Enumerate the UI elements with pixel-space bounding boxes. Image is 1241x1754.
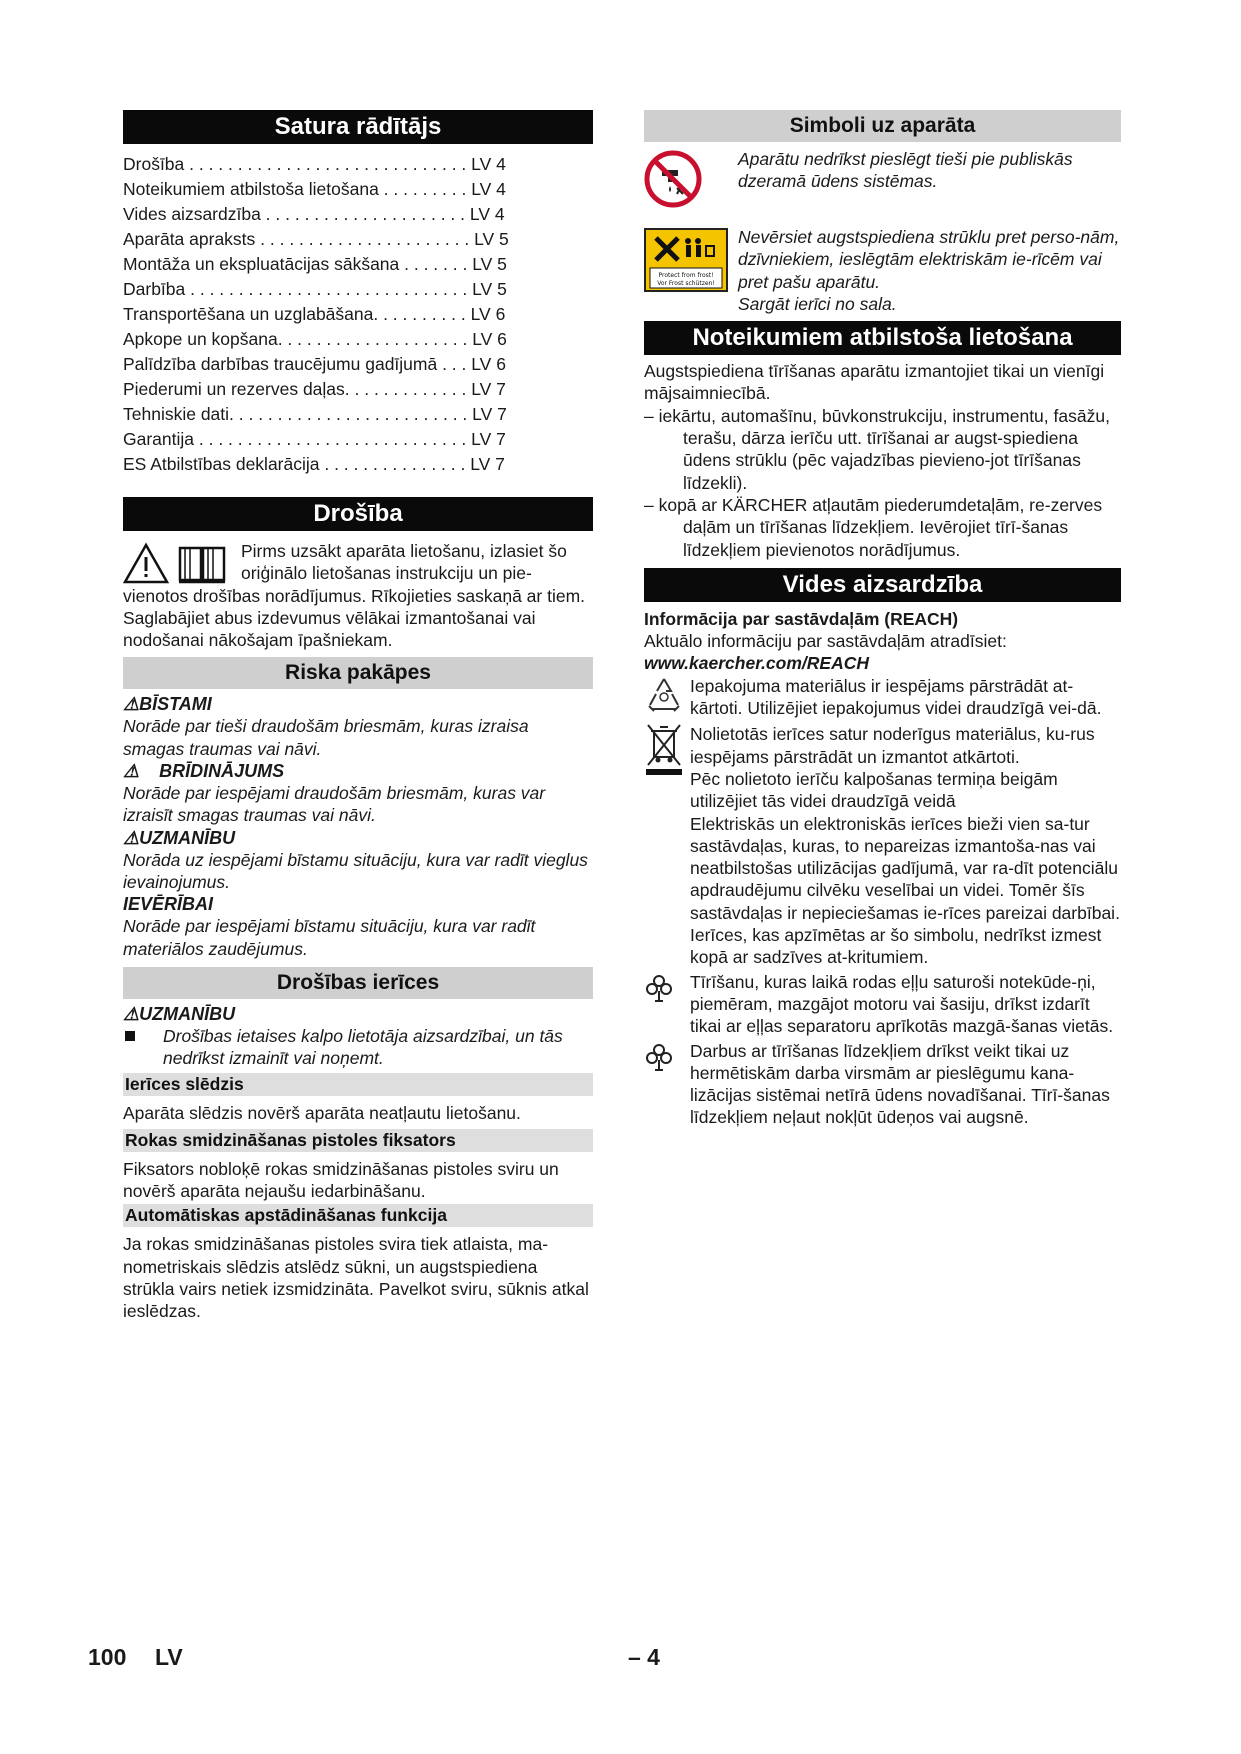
risk-label-danger: ⚠BĪSTAMI: [123, 694, 212, 715]
toc-item[interactable]: ES Atbilstības deklarācija . . . . . . . . . . . . . . . LV 7: [123, 454, 505, 474]
risk-label-caution: ⚠UZMANĪBU: [123, 827, 236, 848]
risk-label-notice: IEVĒRĪBAI: [123, 894, 214, 915]
toc-item[interactable]: Apkope un kopšana. . . . . . . . . . . . . . . . . . . . LV 6: [123, 329, 507, 349]
drosiba-icons: [123, 542, 227, 584]
ierices-bullet: Drošības ietaises kalpo lietotāja aizsardzībai, un tās nedrīkst izmainīt vai noņemt.: [123, 1025, 593, 1070]
toc-item[interactable]: Palīdzība darbības traucējumu gadījumā . . . LV 6: [123, 354, 506, 374]
weee-item: Nolietotās ierīces satur noderīgus materiālus, ku-rus iespējams pārstrādāt un izmantot atkārtoti. Pēc nolietoto ierīču kalpošanas termiņa beigām utilizējiet tās videi draudzīgā veidā Elektriskās un elektroniskās ierīces bieži vien sa-tur sastāvdaļas, kuras, to nepareizas izmantoša-nas vai neatbilstošas utilizācijas gadījumā, var ra-dīt potenciālu apdraudējumu cilvēku veselībai un videi. Tomēr šīs sastāvdaļas ir nepieciešamas ie-rīces pareizai darbībai. Ierīces, kas apzīmētas ar šo simbolu, nedrīkst izmest kopā ar sadzīves at-kritumiem.: [644, 723, 1121, 968]
drosiba-intro: [123, 540, 593, 651]
bullet-square-icon: [125, 1031, 135, 1041]
warning-small-icon: ⚠: [123, 827, 140, 848]
ierices-body: [123, 1003, 593, 1323]
manual-book-icon: [177, 542, 227, 584]
sub-page-number: – 4: [628, 1644, 660, 1670]
drosiba-intro-first: Pirms uzsākt aparāta lietošanu, izlasiet šo oriģinālo lietošanas instrukciju un pie-: [241, 541, 567, 584]
simboli-item-1: Aparātu nedrīkst pieslēgt tieši pie publiskās dzeramā ūdens sistēmas.: [644, 148, 1121, 212]
toc-item[interactable]: Transportēšana un uzglabāšana. . . . . . . . . . LV 6: [123, 304, 506, 324]
ierices-sub2-text: Fiksators nobloķē rokas smidzināšanas pistoles sviru un novērš aparāta nejaušu iedarbināšanu.: [123, 1158, 559, 1202]
recycle-item: Iepakojuma materiālus ir iespējams pārstrādāt at-kārtoti. Utilizējiet iepakojumus videi draudzīgā vei-dā.: [644, 675, 1121, 720]
vides-body: [644, 608, 1121, 1129]
noteikumi-title: Noteikumiem atbilstoša lietošana: [644, 321, 1121, 355]
ierices-sub3-text: Ja rokas smidzināšanas pistoles svira tiek atlaista, ma-nometriskais slēdzis atslēdz sūkni, un augstspiediena strūkla vairs netiek izsmidzināta. Pavelkot sviru, sūknis atkal ieslēdzas.: [123, 1234, 589, 1322]
page-number: 100: [88, 1644, 127, 1670]
toc-item[interactable]: Noteikumiem atbilstoša lietošana . . . . . . . . . LV 4: [123, 179, 506, 199]
oil-item-2: Darbus ar tīrīšanas līdzekļiem drīkst veikt tikai uz hermētiskām darba virsmām ar pieslēgumu kana-lizācijas sistēmai netīrā ūdens novadīšanai. Tīrī-šanas līdzekļiem neļaut nokļūt ūdeņos vai augsnē.: [644, 1040, 1121, 1129]
reach-title: Informācija par sastāvdaļām (REACH): [644, 608, 959, 629]
environment-hint-icon: [644, 1042, 674, 1072]
risk-text-warning: Norāde par iespējami draudošām briesmām, kuras var izraisīt smagas traumas vai nāvi.: [123, 783, 546, 826]
right-column: [644, 110, 1121, 1129]
language-code: LV: [155, 1644, 183, 1670]
simboli-item-2: Protect from frost! Vor Frost schützen! Nevērsiet augstspiediena strūklu pret perso-nām, dzīvniekiem, ieslēgtām elektriskām ie-rīcēm vai pret pašu aparātu. Sargāt ierīci no sala.: [644, 226, 1121, 315]
toc-item[interactable]: Tehniskie dati. . . . . . . . . . . . . . . . . . . . . . . . . LV 7: [123, 404, 507, 424]
riska-title: Riska pakāpes: [123, 657, 593, 689]
riska-levels: [123, 693, 593, 959]
risk-text-caution: Norāda uz iespējami bīstamu situāciju, kura var radīt vieglus ievainojumus.: [123, 849, 588, 892]
toc-item[interactable]: Vides aizsardzība . . . . . . . . . . . . . . . . . . . . . LV 4: [123, 204, 505, 224]
toc-item[interactable]: Darbība . . . . . . . . . . . . . . . . . . . . . . . . . . . . . LV 5: [123, 279, 507, 299]
reach-text: Aktuālo informāciju par sastāvdaļām atradīsiet:: [644, 631, 1007, 652]
ierices-sub1-title: Ierīces slēdzis: [123, 1073, 593, 1096]
noteikumi-intro: Augstspiediena tīrīšanas aparātu izmantojiet tikai un vienīgi mājsaimniecībā.: [644, 361, 1105, 404]
vides-title: Vides aizsardzība: [644, 568, 1121, 602]
no-drinking-water-connection-icon: [644, 150, 702, 208]
drosiba-title: Drošība: [123, 497, 593, 531]
toc-item[interactable]: Piederumi un rezerves daļas. . . . . . . . . . . . . LV 7: [123, 379, 506, 399]
no-spray-frost-warning-icon: [644, 228, 728, 292]
toc-item[interactable]: Garantija . . . . . . . . . . . . . . . . . . . . . . . . . . . . LV 7: [123, 429, 506, 449]
simboli-title: Simboli uz aparāta: [644, 110, 1121, 142]
noteikumi-body: [644, 360, 1121, 561]
oil-item-1: Tīrīšanu, kuras laikā rodas eļļu saturoši notekūde-ņi, piemēram, mazgājot motoru vai šasiju, drīkst izdarīt tikai ar eļļas separatoru aprīkotās mazgā-šanas vietās.: [644, 971, 1121, 1038]
ierices-title: Drošības ierīces: [123, 967, 593, 999]
ierices-caution-label: ⚠UZMANĪBU: [123, 1003, 236, 1024]
toc-item[interactable]: Montāža un ekspluatācijas sākšana . . . . . . . LV 5: [123, 254, 507, 274]
warning-small-icon: ⚠: [123, 694, 140, 715]
drosiba-intro-rest: vienotos drošības norādījumus. Rīkojieties saskaņā ar tiem. Saglabājiet abus izdevumus vēlākai izmantošanai vai nodošanai nākošajam īpašniekam.: [123, 585, 586, 651]
ierices-sub2-title: Rokas smidzināšanas pistoles fiksators: [123, 1129, 593, 1152]
risk-label-warning: ⚠ BRĪDINĀJUMS: [123, 761, 285, 782]
ierices-sub1-text: Aparāta slēdzis novērš aparāta neatļautu lietošanu.: [123, 1103, 521, 1124]
toc-list: [123, 152, 593, 477]
frost-label-de: Vor Frost schützen!: [657, 280, 715, 287]
risk-text-notice: Norāde par iespējami bīstamu situāciju, kura var radīt materiālos zaudējumus.: [123, 916, 536, 959]
reach-url[interactable]: www.kaercher.com/REACH: [644, 653, 869, 674]
warning-small-icon: ⚠: [123, 761, 140, 782]
crossed-bin-icon: [644, 723, 684, 783]
toc-item[interactable]: Drošība . . . . . . . . . . . . . . . . . . . . . . . . . . . . . LV 4: [123, 154, 506, 174]
left-column: [123, 110, 593, 1323]
environment-hint-icon: [644, 973, 674, 1003]
noteikumi-dash-1: – iekārtu, automašīnu, būvkonstrukciju, instrumentu, fasāžu, terašu, dārza ierīču utt. tīrīšanai ar augst-spiediena ūdens strūklu (pēc vajadzības pievieno-jot tīrīšanas līdzekli).: [644, 405, 1110, 493]
toc-item[interactable]: Aparāta apraksts . . . . . . . . . . . . . . . . . . . . . . LV 5: [123, 229, 509, 249]
noteikumi-dash-2: – kopā ar KÄRCHER atļautām piederumdetaļām, re-zerves daļām un tīrīšanas līdzekļiem. Ievērojiet tīrī-šanas līdzekļiem pievienotos norādījumus.: [644, 494, 1103, 560]
recycle-icon: [644, 675, 684, 715]
ierices-sub3-title: Automātiskas apstādināšanas funkcija: [123, 1204, 593, 1227]
frost-label-en: Protect from frost!: [658, 272, 714, 279]
warning-triangle-icon: [123, 542, 169, 584]
toc-title: Satura rādītājs: [123, 110, 593, 144]
risk-text-danger: Norāde par tieši draudošām briesmām, kuras izraisa smagas traumas vai nāvi.: [123, 716, 529, 759]
warning-small-icon: ⚠: [123, 1003, 140, 1024]
